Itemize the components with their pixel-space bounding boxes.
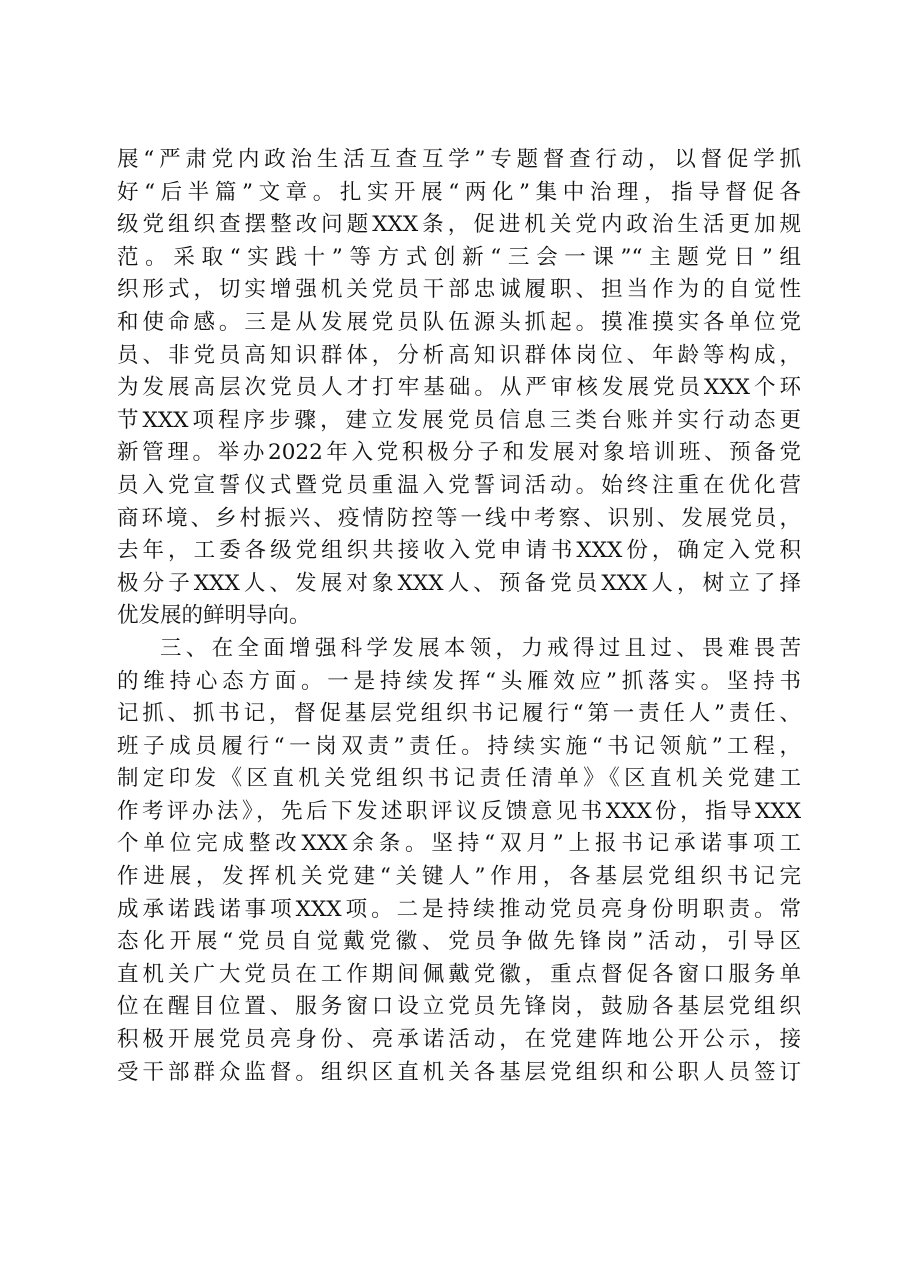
text-line: 积极开展党员亮身份、亮承诺活动，在党建阵地公开公示，接: [117, 1027, 801, 1053]
text-line: 极分子XXX人、发展对象XXX人、预备党员XXX人，树立了择: [117, 570, 801, 596]
text-line: 优发展的鲜明导向。: [117, 603, 311, 629]
text-line: 展“严肃党内政治生活互查互学”专题督查行动，以督促学抓: [117, 147, 801, 172]
text-line: 作考评办法》，先后下发述职评议反馈意见书XXX份，指导XXX: [117, 798, 801, 824]
text-line: 个单位完成整改XXX余条。坚持“双月”上报书记承诺事项工: [117, 831, 801, 857]
text-line: 好“后半篇”文章。扎实开展“两化”集中治理，指导督促各: [117, 179, 801, 205]
document-body: [117, 144, 801, 1089]
text-line: 和使命感。三是从发展党员队伍源头抓起。摸准摸实各单位党: [117, 309, 801, 335]
text-line: 新管理。举办2022年入党积极分子和发展对象培训班、预备党: [117, 440, 801, 466]
text-line: 态化开展“党员自觉戴党徽、党员争做先锋岗”活动，引导区: [117, 929, 801, 955]
text-line: 三、在全面增强科学发展本领，力戒得过且过、畏难畏苦: [160, 635, 801, 661]
text-line: 制定印发《区直机关党组织书记责任清单》《区直机关党建工: [117, 766, 801, 792]
text-line: 直机关广大党员在工作期间佩戴党徽，重点督促各窗口服务单: [117, 961, 801, 987]
text-line: 的维持心态方面。一是持续发挥“头雁效应”抓落实。坚持书: [117, 668, 801, 694]
text-line: 级党组织查摆整改问题XXX条，促进机关党内政治生活更加规: [117, 212, 801, 238]
text-line: 去年，工委各级党组织共接收入党申请书XXX份，确定入党积: [117, 538, 801, 564]
text-line: 受干部群众监督。组织区直机关各基层党组织和公职人员签订: [117, 1059, 801, 1085]
text-line: 为发展高层次党员人才打牢基础。从严审核发展党员XXX个环: [117, 375, 801, 401]
text-line: 节XXX项程序步骤，建立发展党员信息三类台账并实行动态更: [117, 407, 801, 433]
paragraph-1: [117, 144, 801, 633]
text-line: 员、非党员高知识群体，分析高知识群体岗位、年龄等构成，: [117, 342, 801, 368]
text-line: 成承诺践诺事项XXX项。二是持续推动党员亮身份明职责。常: [117, 896, 801, 922]
paragraph-2: [117, 633, 801, 1089]
text-line: 位在醒目位置、服务窗口设立党员先锋岗，鼓励各基层党组织: [117, 994, 801, 1020]
text-line: 班子成员履行“一岗双责”责任。持续实施“书记领航”工程，: [117, 733, 801, 759]
text-line: 作进展，发挥机关党建“关键人”作用，各基层党组织书记完: [117, 864, 801, 890]
text-line: 记抓、抓书记，督促基层党组织书记履行“第一责任人”责任、: [117, 701, 801, 727]
text-line: 商环境、乡村振兴、疫情防控等一线中考察、识别、发展党员，: [117, 505, 801, 531]
text-line: 范。采取“实践十”等方式创新“三会一课”“主题党日”组: [117, 244, 801, 270]
text-line: 员入党宣誓仪式暨党员重温入党誓词活动。始终注重在优化营: [117, 472, 801, 498]
text-line: 织形式，切实增强机关党员干部忠诚履职、担当作为的自觉性: [117, 277, 801, 303]
